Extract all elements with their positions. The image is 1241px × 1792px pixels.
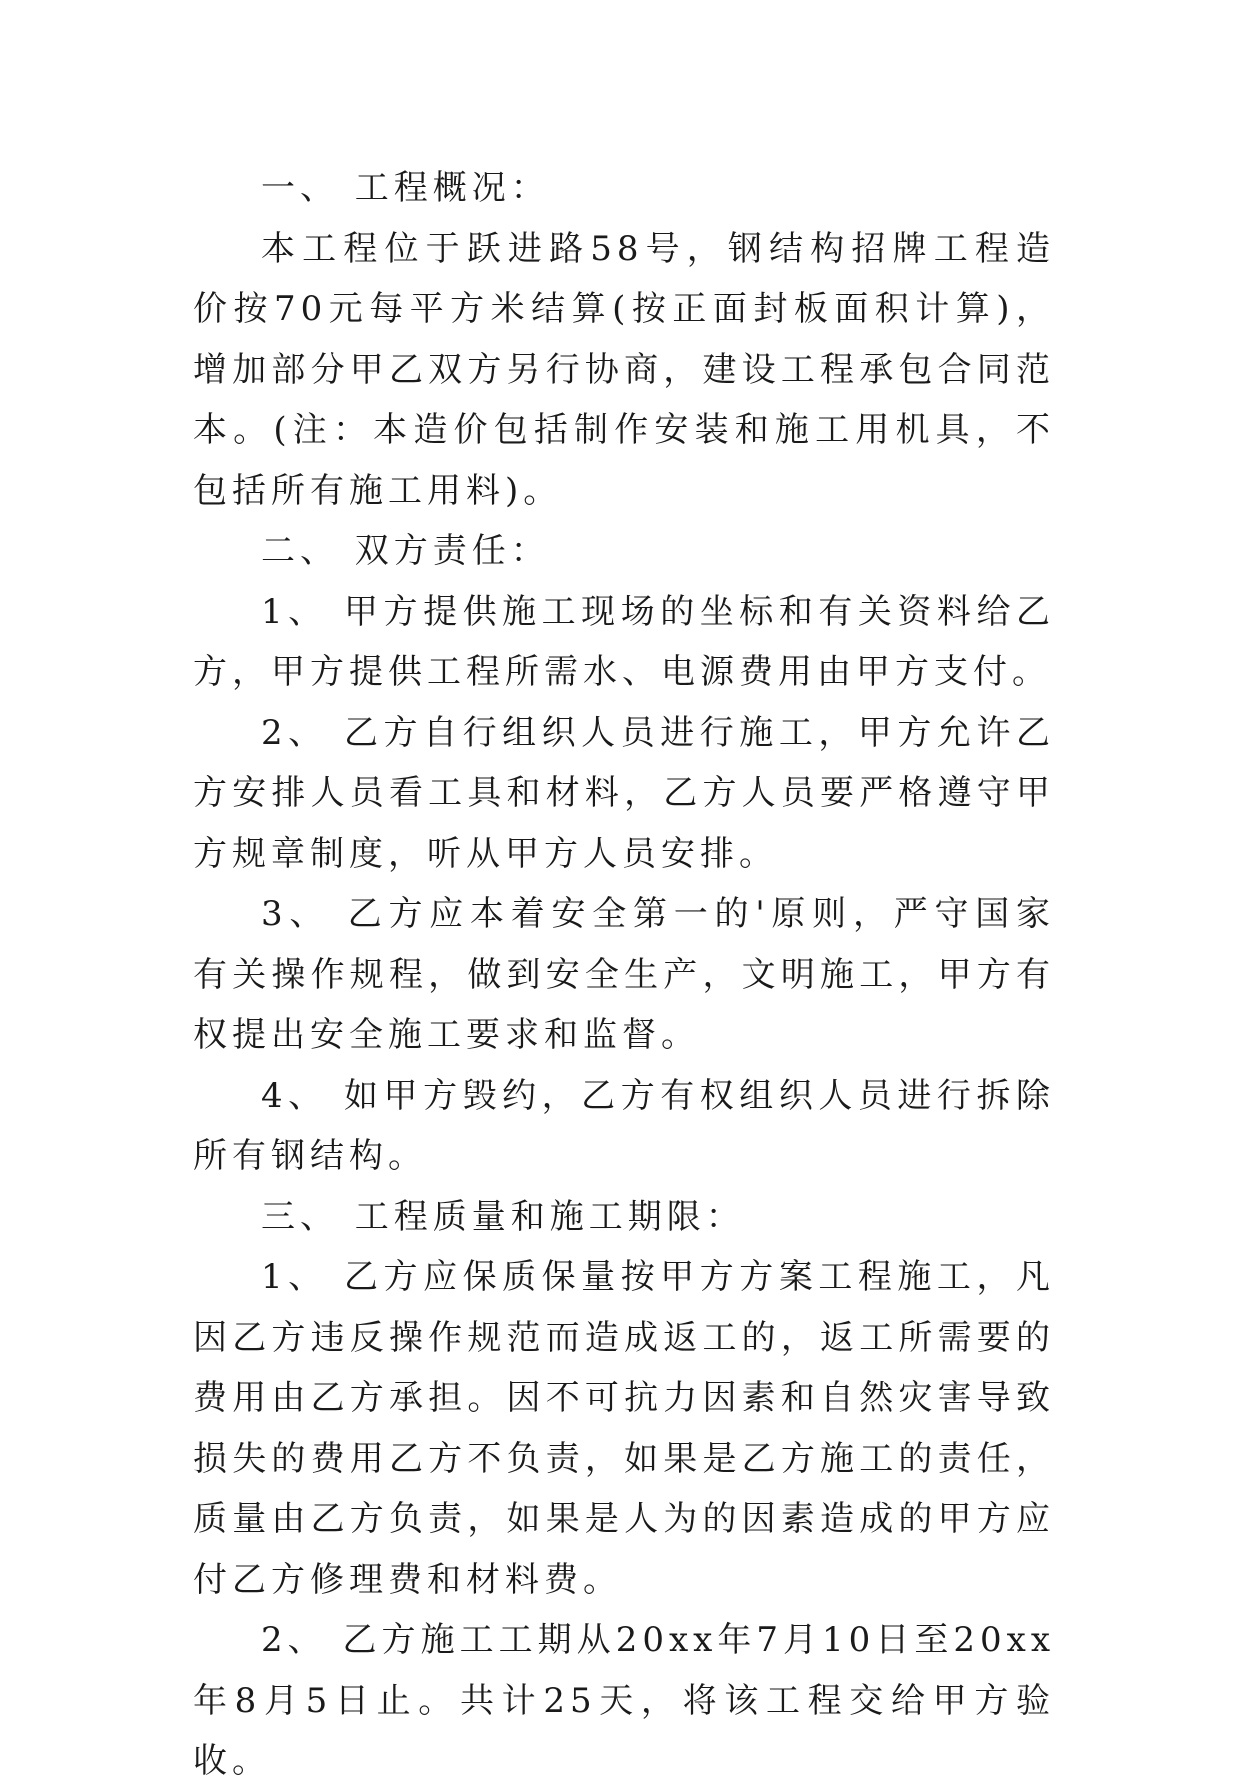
paragraph-responsibility-1: 1、 甲方提供施工现场的坐标和有关资料给乙方，甲方提供工程所需水、电源费用由甲方支付。 bbox=[193, 591, 1055, 692]
paragraph-overview: 本工程位于跃进路58号，钢结构招牌工程造价按70元每平方米结算(按正面封板面积计算)，增加部分甲乙双方另行协商，建设工程承包合同范本。(注：本造价包括制作安装和施工用机具，不包括所有施工用料)。 bbox=[193, 228, 1055, 511]
paragraph-responsibility-2: 2、 乙方自行组织人员进行施工，甲方允许乙方安排人员看工具和材料，乙方人员要严格遵守甲方规章制度，听从甲方人员安排。 bbox=[193, 712, 1055, 874]
paragraph-quality-2: 2、 乙方施工工期从20xx年7月10日至20xx年8月5日止。共计25天，将该工程交给甲方验收。 bbox=[193, 1620, 1055, 1781]
document-body bbox=[193, 158, 1055, 1792]
section-heading-responsibilities: 二、 双方责任： bbox=[261, 531, 550, 571]
section-heading-quality-schedule: 三、 工程质量和施工期限： bbox=[261, 1196, 745, 1237]
paragraph-responsibility-3: 3、 乙方应本着安全第一的'原则，严守国家有关操作规程，做到安全生产，文明施工，甲方有权提出安全施工要求和监督。 bbox=[193, 894, 1055, 1055]
paragraph-responsibility-4: 4、 如甲方毁约，乙方有权组织人员进行拆除所有钢结构。 bbox=[193, 1075, 1055, 1176]
paragraph-quality-1: 1、 乙方应保质保量按甲方方案工程施工，凡因乙方违反操作规范而造成返工的，返工所需要的费用由乙方承担。因不可抗力因素和自然灾害导致损失的费用乙方不负责，如果是乙方施工的责任，质量由乙方负责，如果是人为的因素造成的甲方应付乙方修理费和材料费。 bbox=[193, 1257, 1055, 1600]
section-heading-overview: 一、 工程概况： bbox=[261, 168, 550, 208]
